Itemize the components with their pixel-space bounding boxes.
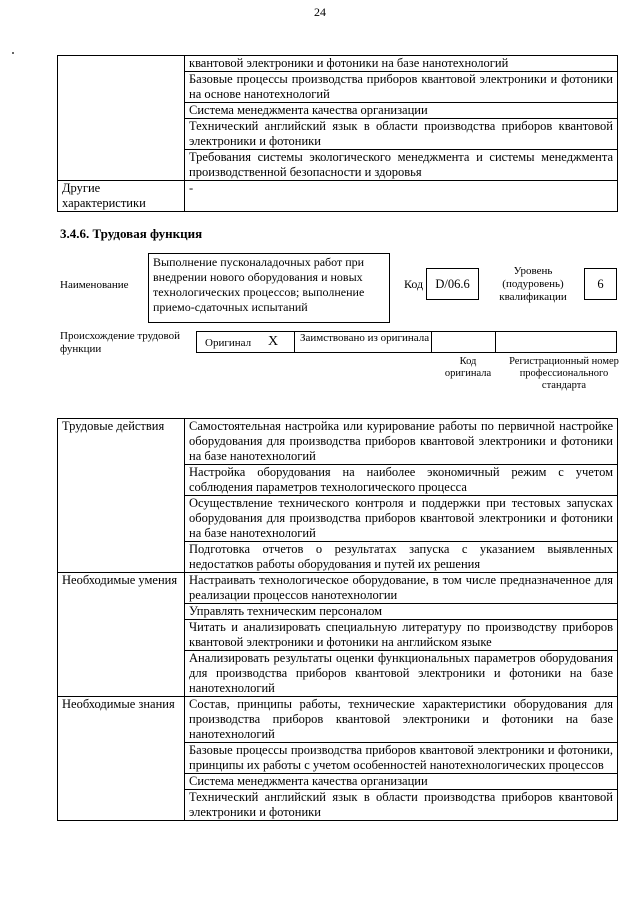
table-cell: Подготовка отчетов о результатах запуска с указанием выявленных недостатков работы оборудования и путей их решения [185,542,618,573]
table-cell: Технический английский язык в области производства приборов квантовой электроники и фотоники [185,790,618,821]
table-cell: Настройка оборудования на наиболее экономичный режим с учетом соблюдения параметров технологического процесса [185,465,618,496]
table-cell: Требования системы экологического менеджмента и системы менеджмента производственной безопасности и здоровья [185,150,618,181]
table-cell: квантовой электроники и фотоники на базе нанотехнологий [185,56,618,72]
scan-dot-mark [12,52,14,54]
code-original-label: Код оригинала [444,356,492,379]
registration-number-cell [496,331,617,353]
table-cell: Самостоятельная настройка или курирование работы по первичной настройке оборудования для производства приборов квантовой электроники и фотоники на базе нанотехнологий [185,419,618,465]
code-label: Код [404,277,424,291]
row-label-labor-actions: Трудовые действия [58,419,185,573]
table-cell: Управлять техническим персоналом [185,604,618,620]
row-label-required-knowledge: Необходимые знания [58,697,185,821]
borrowed-label: Заимствовано из оригинала [300,332,430,344]
table-row [58,56,618,72]
original-mark: X [268,334,279,349]
table-row [58,419,618,465]
origin-label: Происхождение трудовой функции [60,330,181,355]
table-cell: - [185,181,618,212]
original-label: Оригинал [205,337,252,349]
page-number: 24 [314,5,326,19]
table-cell: Настраивать технологическое оборудование, в том числе предназначенное для реализации процессов нанотехнологии [185,573,618,604]
borrowed-cell [294,331,432,353]
table-cell: Базовые процессы производства приборов квантовой электроники и фотоники на основе нанотехнологий [185,72,618,103]
registration-number-label: Регистрационный номер профессионального стандарта [509,356,619,391]
table-row [58,697,618,743]
original-cell [196,331,294,353]
qualification-level-box: 6 [584,268,617,300]
section-title: 3.4.6. Трудовая функция [60,226,203,241]
function-code-box: D/06.6 [426,268,479,300]
table-cell: Читать и анализировать специальную литературу по производству приборов квантовой электроники и фотоники на английском языке [185,620,618,651]
row-label-required-skills: Необходимые умения [58,573,185,697]
row-label-other-characteristics: Другие характеристики [58,181,185,212]
table-cell: Система менеджмента качества организации [185,774,618,790]
table-cell: Состав, принципы работы, технические характеристики оборудования для производства приборов квантовой электроники и фотоники на базе нанотехнологий [185,697,618,743]
code-original-cell [432,331,496,353]
name-label: Наименование [60,279,129,291]
table-cell: Анализировать результаты оценки функциональных параметров оборудования для производства приборов квантовой электроники и фотоники на базе нанотехнологий [185,651,618,697]
labor-function-table [57,418,618,821]
table-cell: Базовые процессы производства приборов квантовой электроники и фотоники, принципы их работы с учетом особенностей нанотехнологических процессов [185,743,618,774]
table-row [58,181,618,212]
table-cell: Осуществление технического контроля и поддержки при тестовых запусках оборудования для производства приборов квантовой электроники и фотоники на базе нанотехнологий [185,496,618,542]
table-cell: Система менеджмента качества организации [185,103,618,119]
table-row [58,573,618,604]
row-label-empty [58,56,185,181]
top-continuation-table [57,55,618,212]
origin-row [196,331,616,353]
level-label: Уровень (подуровень) квалификации [499,265,567,303]
function-name-box: Выполнение пусконаладочных работ при внедрении нового оборудования и новых технологических процессов; выполнение приемо-сдаточных испытаний [148,253,390,323]
table-cell: Технический английский язык в области производства приборов квантовой электроники и фотоники [185,119,618,150]
